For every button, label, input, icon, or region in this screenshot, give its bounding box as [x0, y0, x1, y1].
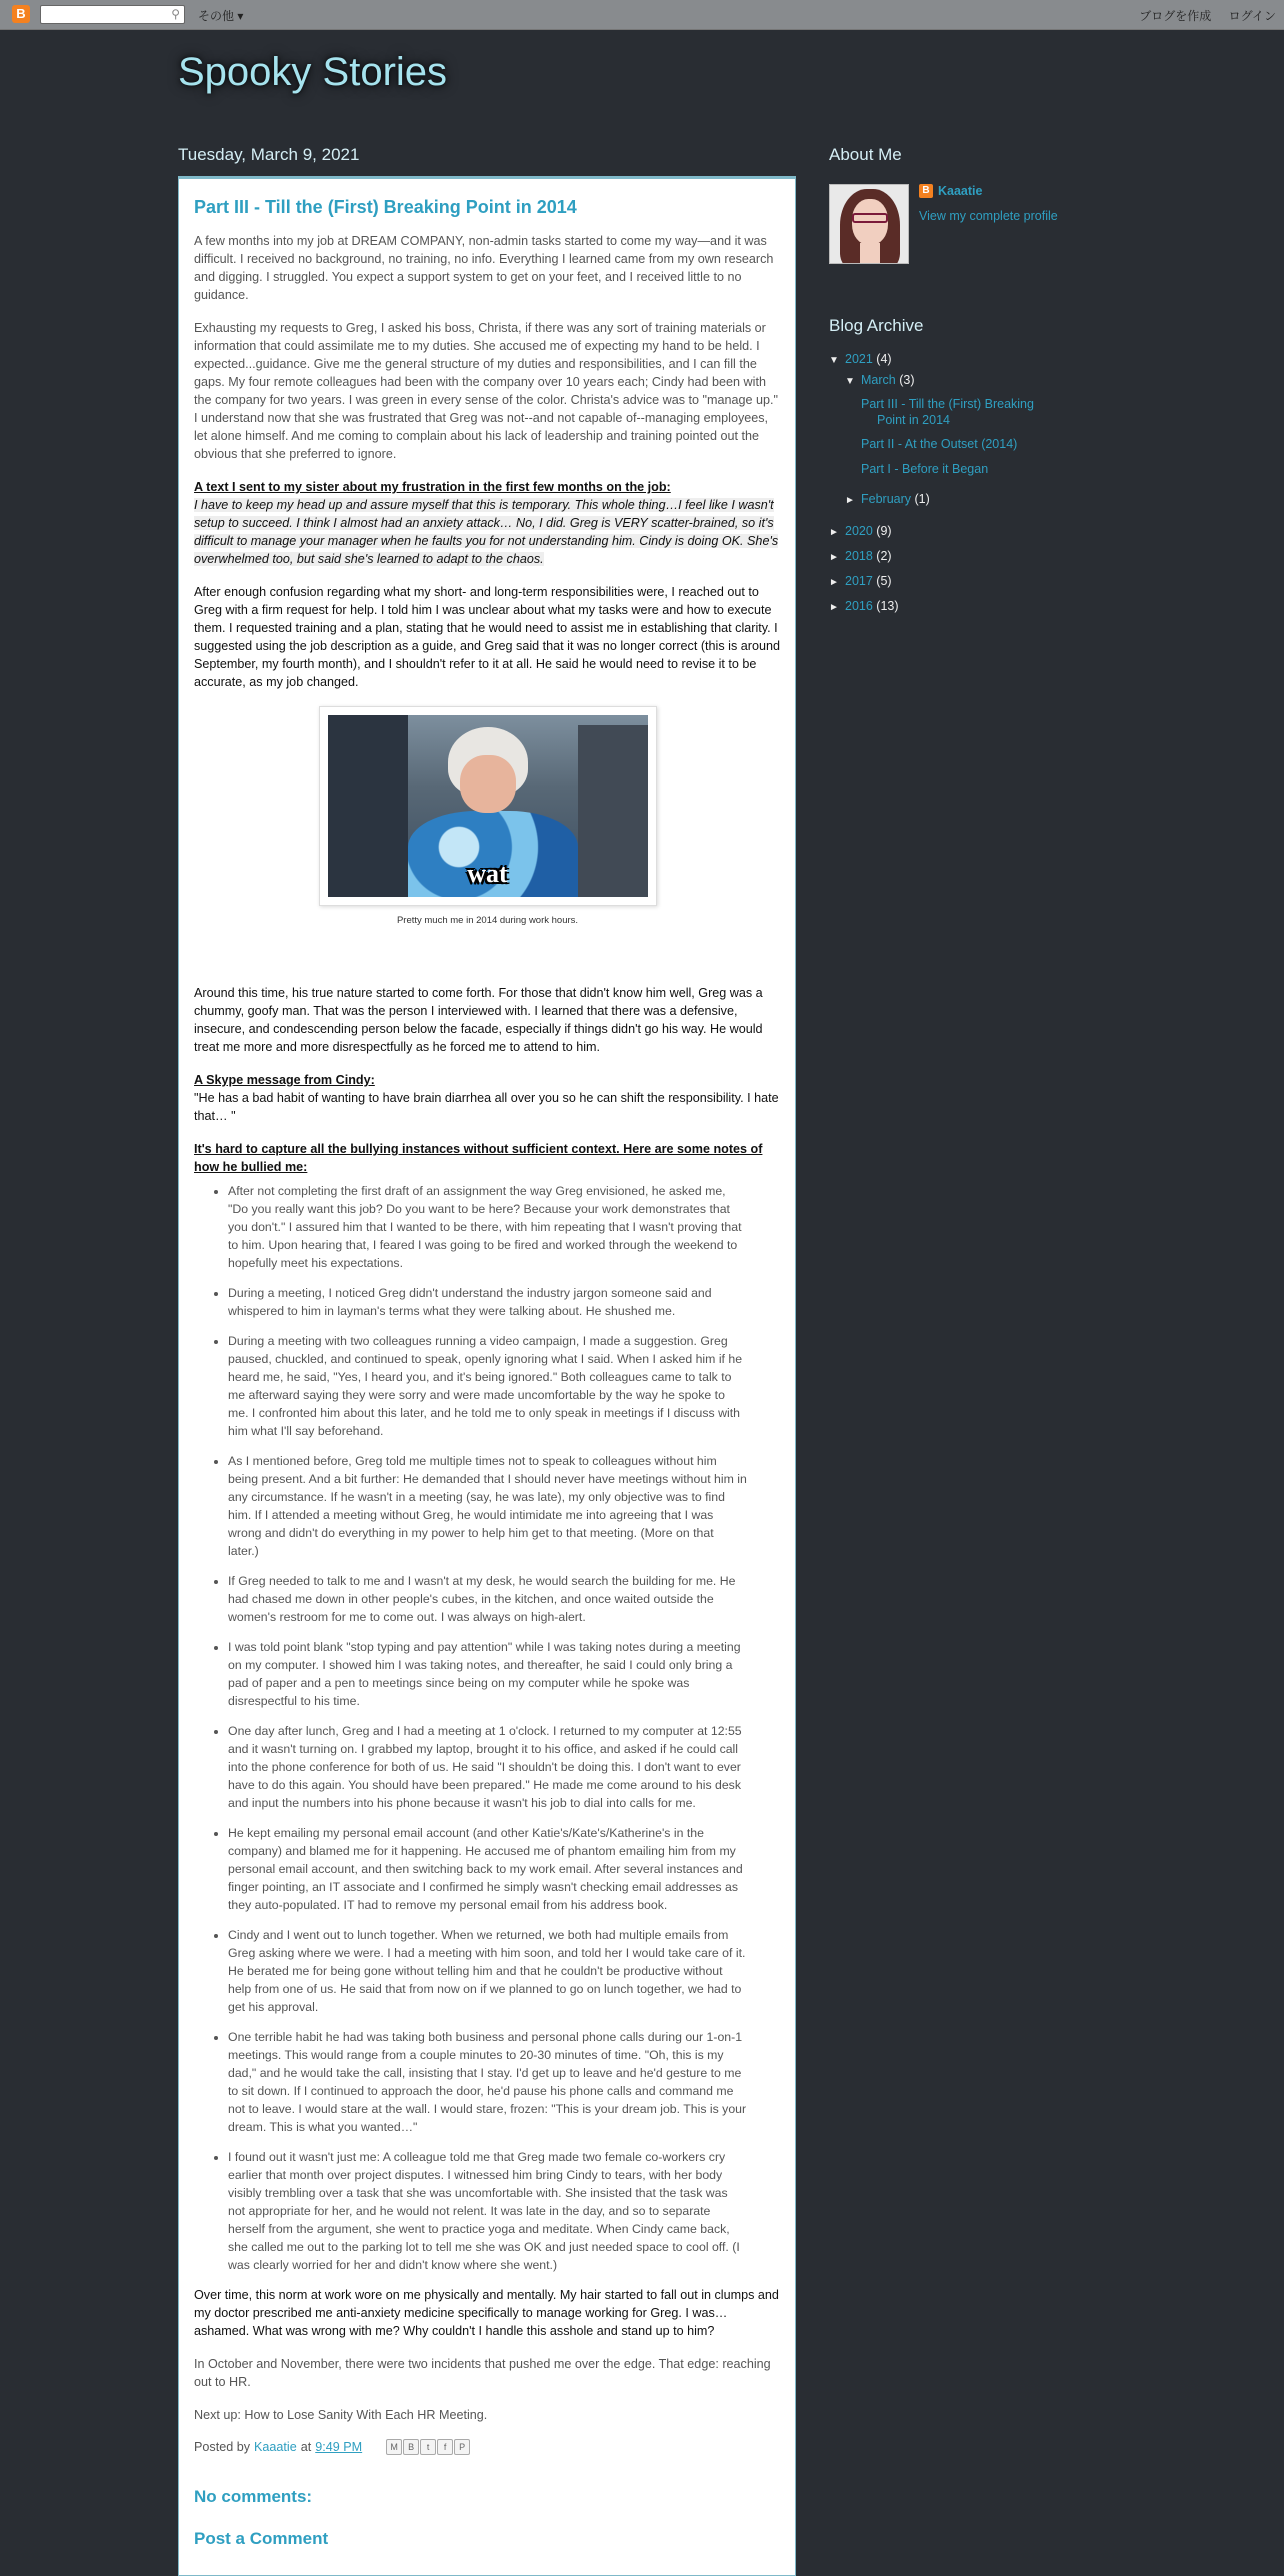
post-paragraph: Over time, this norm at work wore on me physically and mentally. My hair started to fall out in clumps and my doctor prescribed me anti-anxiety medicine specifically to manage working for Greg. I was…ashamed. What was wrong with me? Why couldn't I handle this asshole and stand up to him? — [194, 2288, 779, 2338]
blog-this-icon[interactable]: B — [403, 2439, 419, 2455]
date-header: Tuesday, March 9, 2021 — [178, 145, 360, 164]
archive-year-link[interactable]: 2021 — [845, 352, 873, 366]
post-paragraph: After enough confusion regarding what my short- and long-term responsibilities were, I reached out to Greg with a firm request for help. I told him I was unclear about what my tasks were and how to execute them. I requested training and a plan, stating that he would need to assist me in establishing that clarity. I suggested using the job description as a guide, and Greg said that it was no longer correct (this is around September, my fourth month), and I shouldn't refer to it at all. He said he would need to revise it to be accurate, as my job changed. — [194, 585, 780, 689]
expand-toggle-icon[interactable]: ► — [845, 495, 855, 506]
archive-post-link[interactable]: Part I - Before it Began — [861, 462, 989, 476]
post-comment-heading: Post a Comment — [194, 2529, 329, 2548]
post-paragraph: In October and November, there were two incidents that pushed me over the edge. That edge: reaching out to HR. — [194, 2357, 771, 2389]
collapse-toggle-icon[interactable]: ▼ — [829, 355, 839, 366]
bullying-list — [228, 1182, 781, 2274]
view-profile-link[interactable]: View my complete profile — [919, 209, 1058, 223]
skype-heading: A Skype message from Cindy: — [194, 1073, 375, 1087]
login-link[interactable]: ログイン — [1228, 9, 1276, 23]
archive-year-2018 — [829, 549, 892, 563]
text-message-block — [194, 478, 781, 568]
archive-year-link[interactable]: 2016 — [845, 599, 873, 613]
archive-count: (1) — [914, 492, 930, 506]
archive-post-link[interactable]: Part II - At the Outset (2014) — [861, 437, 1018, 451]
list-item: • Cindy and I went out to lunch together. When we returned, we both had multiple emails from Greg asking where we were. I had a meeting with him soon, and told her I would take care of it. He berated me for being gone without telling him and that he couldn't be productive without help from one of us. He said that from now on if we planned to go on lunch together, we had to get his approval. — [228, 1926, 781, 2016]
create-blog-link[interactable]: ブログを作成 — [1139, 9, 1212, 23]
archive-month-march — [845, 373, 915, 387]
meme-text: wat — [467, 859, 508, 888]
list-item: • After not completing the first draft of an assignment the way Greg envisioned, he asked me, "Do you really want this job? Do you want to be here? Because your work demonstrates that you don't." I assured him that I wanted to be there, with him repeating that I wasn't proving that to him. Upon hearing that, I feared I was going to be fired and worked through the weekend to hopefully meet his expectations. — [228, 1182, 781, 1272]
about-me-heading: About Me — [829, 145, 902, 164]
text-message-quote: I have to keep my head up and assure myself that this is temporary. This whole thing…I feel like I wasn't setup to succeed. I think I almost had an anxiety attack… No, I did. Greg is VERY scatter-brained, so it's difficult to manage your manager when he faults you for not understanding him. Cindy is doing OK. She's overwhelmed too, but said she's learned to adapt to the chaos. — [194, 498, 779, 566]
post — [178, 176, 796, 2576]
blog-title[interactable]: Spooky Stories — [178, 50, 448, 94]
list-item: • One day after lunch, Greg and I had a meeting at 1 o'clock. I returned to my computer at 12:55 and it wasn't turning on. I grabbed my laptop, brought it to his office, and asked if he could call into the phone conference for both of us. He said "I shouldn't be doing this. I don't want to ever have to do this again. You should have been prepared." He made me come around to his desk and input the numbers into his phone because it wasn't his job to dial into calls for me. — [228, 1722, 781, 1812]
expand-toggle-icon[interactable]: ► — [829, 602, 839, 613]
list-item: • During a meeting with two colleagues running a video campaign, I made a suggestion. Greg paused, chuckled, and continued to speak, openly ignoring what I said. When I asked him if he heard me, he said, "Yes, I heard you, and it's being ignored." Both colleagues came to talk to me afterward saying they were sorry and were made uncomfortable by the way he spoke to me. I confronted him about this later, and he told me to only speak in meetings if I discuss with him what I'll say beforehand. — [228, 1332, 781, 1440]
pinterest-share-icon[interactable]: P — [454, 2439, 470, 2455]
archive-count: (2) — [876, 549, 892, 563]
search-icon[interactable]: ⚲ — [171, 7, 180, 21]
share-buttons — [386, 2439, 471, 2455]
bully-heading-block — [194, 1140, 781, 1176]
list-item: • During a meeting, I noticed Greg didn't understand the industry jargon someone said and whispered to him in layman's terms what they were talking about. He shushed me. — [228, 1284, 781, 1320]
archive-year-2016 — [829, 599, 899, 613]
facebook-share-icon[interactable]: f — [437, 2439, 453, 2455]
more-menu[interactable]: その他 ▾ — [198, 9, 244, 23]
email-share-icon[interactable]: M — [386, 2439, 402, 2455]
archive-month-link[interactable]: February — [861, 492, 912, 506]
archive-count: (3) — [899, 373, 915, 387]
post-title[interactable]: Part III - Till the (First) Breaking Point in 2014 — [194, 197, 577, 217]
post-paragraph: Next up: How to Lose Sanity With Each HR Meeting. — [194, 2408, 488, 2422]
profile-author-name[interactable]: Kaaatie — [938, 184, 983, 198]
archive-year-2021 — [829, 352, 892, 366]
skype-text: "He has a bad habit of wanting to have brain diarrhea all over you so he can shift the responsibility. I hate that… " — [194, 1091, 779, 1123]
bully-heading: It's hard to capture all the bullying instances without sufficient context. Here are some notes of how he bullied me: — [194, 1142, 763, 1174]
archive-year-link[interactable]: 2020 — [845, 524, 873, 538]
list-item: • As I mentioned before, Greg told me multiple times not to speak to colleagues without him being present. And a bit further: He demanded that I should never have meetings without him in any circumstance. If he wasn't in a meeting (say, he was late), my only objective was to find him. If I attended a meeting without Greg, he would intimidate me into agreeing that I was wrong and didn't do everything in my power to help him get to that meeting. (More on that later.) — [228, 1452, 781, 1560]
blogger-logo-icon[interactable]: B — [12, 5, 30, 23]
archive-year-2017 — [829, 574, 892, 588]
archive-year-2020 — [829, 524, 892, 538]
at-label: at — [300, 2440, 312, 2454]
text-message-heading: A text I sent to my sister about my frustration in the first few months on the job: — [194, 480, 671, 494]
list-item: • One terrible habit he had was taking both business and personal phone calls during our 1-on-1 meetings. This would range from a couple minutes to 20-30 minutes of time. "Oh, this is my dad," and he would take the call, insisting that I stay. I'd get up to leave and he'd gesture to me to sit down. If I continued to approach the door, he'd pause his phone calls and command me not to leave. I would stare at the wall. I would stare, frozen: "This is your dream job. This is your dream. This is what you wanted…" — [228, 2028, 781, 2136]
archive-year-link[interactable]: 2017 — [845, 574, 873, 588]
archive-post-link[interactable]: Part III - Till the (First) Breaking Point in 2014 — [861, 397, 1034, 427]
expand-toggle-icon[interactable]: ► — [829, 527, 839, 538]
post-footer — [194, 2439, 781, 2455]
archive-count: (9) — [876, 524, 892, 538]
navbar — [0, 0, 1284, 30]
list-item: • I was told point blank "stop typing and pay attention" while I was taking notes during a meeting on my computer. I showed him I was taking notes, and thereafter, he said I could only bring a pad of paper and a pen to meetings since being on my computer while he spoke was disrespectful to his time. — [228, 1638, 781, 1710]
navbar-right — [1125, 7, 1276, 24]
image-caption: Pretty much me in 2014 during work hours. — [396, 915, 579, 926]
blogger-profile-icon: B — [919, 184, 933, 198]
avatar[interactable] — [829, 184, 909, 264]
archive-month-link[interactable]: March — [861, 373, 896, 387]
search-input[interactable] — [40, 5, 185, 24]
archive-month-february — [845, 492, 930, 506]
blog-archive-heading: Blog Archive — [829, 316, 924, 335]
list-item: • I found out it wasn't just me: A colleague told me that Greg made two female co-workers cry earlier that month over project disputes. I witnessed him bring Cindy to tears, with her body visibly trembling over a task that she was uncomfortable with. She insisted that the task was not appropriate for her, and he would not relent. It was late in the day, and so to separate herself from the argument, she went to practice yoga and meditate. When Cindy came back, she called me out to the parking lot to tell me she was OK and just needed space to cool off. (I was clearly worried for her and didn't know where she went.) — [228, 2148, 781, 2274]
post-paragraph: A few months into my job at DREAM COMPANY, non-admin tasks started to come my way—and it was difficult. I received no background, no training, no info. Everything I learned came from my own research and digging. I struggled. You expect a support system to get on your feet, and I received little to no guidance. — [194, 234, 774, 302]
comments-heading: No comments: — [194, 2487, 313, 2506]
wat-meme-image[interactable] — [328, 715, 648, 897]
expand-toggle-icon[interactable]: ► — [829, 577, 839, 588]
expand-toggle-icon[interactable]: ► — [829, 552, 839, 563]
timestamp-link[interactable]: 9:49 PM — [315, 2440, 363, 2454]
list-item: • He kept emailing my personal email account (and other Katie's/Kate's/Katherine's in the company) and blamed me for it happening. He accused me of phantom emailing him from my personal email account, and then switching back to my work email. After several instances and finger pointing, an IT associate and I confirmed he simply wasn't checking email addresses as they auto-populated. IT had to remove my personal email from his address book. — [228, 1824, 781, 1914]
archive-count: (4) — [876, 352, 892, 366]
twitter-share-icon[interactable]: t — [420, 2439, 436, 2455]
archive-year-link[interactable]: 2018 — [845, 549, 873, 563]
skype-block — [194, 1071, 781, 1125]
posted-by-label: Posted by — [194, 2440, 251, 2454]
author-link[interactable]: Kaaatie — [254, 2440, 297, 2454]
list-item: • If Greg needed to talk to me and I wasn't at my desk, he would search the building for me. He had chased me down in other people's cubes, in the kitchen, and once waited outside the women's restroom for me to come out. I was always on high-alert. — [228, 1572, 781, 1626]
post-paragraph: Around this time, his true nature started to come forth. For those that didn't know him well, Greg was a chummy, goofy man. That was the person I interviewed with. I learned that there was a defensive, insecure, and condescending person below the facade, especially if things didn't go his way. He would treat me more and more disrespectfully as he forced me to attend to him. — [194, 986, 763, 1054]
post-paragraph: Exhausting my requests to Greg, I asked his boss, Christa, if there was any sort of training materials or information that could assimilate me to my duties. She accused me of expecting my hand to be held. I expected...guidance. Give me the general structure of my duties and responsibilities, and I can fill the gaps. My four remote colleagues had been with the company over 10 years each; Cindy had been with the company for two years. I was green in every sense of the color. Christa's advice was to "manage up." I understand now that she was frustrated that Greg was not--and not capable of--managing employees, let alone himself. And me coming to complain about his lack of leadership and training pointed out the obvious that she preferred to ignore. — [194, 321, 778, 461]
post-image-frame[interactable] — [319, 706, 657, 906]
archive-count: (13) — [876, 599, 899, 613]
archive-count: (5) — [876, 574, 892, 588]
collapse-toggle-icon[interactable]: ▼ — [845, 376, 855, 387]
